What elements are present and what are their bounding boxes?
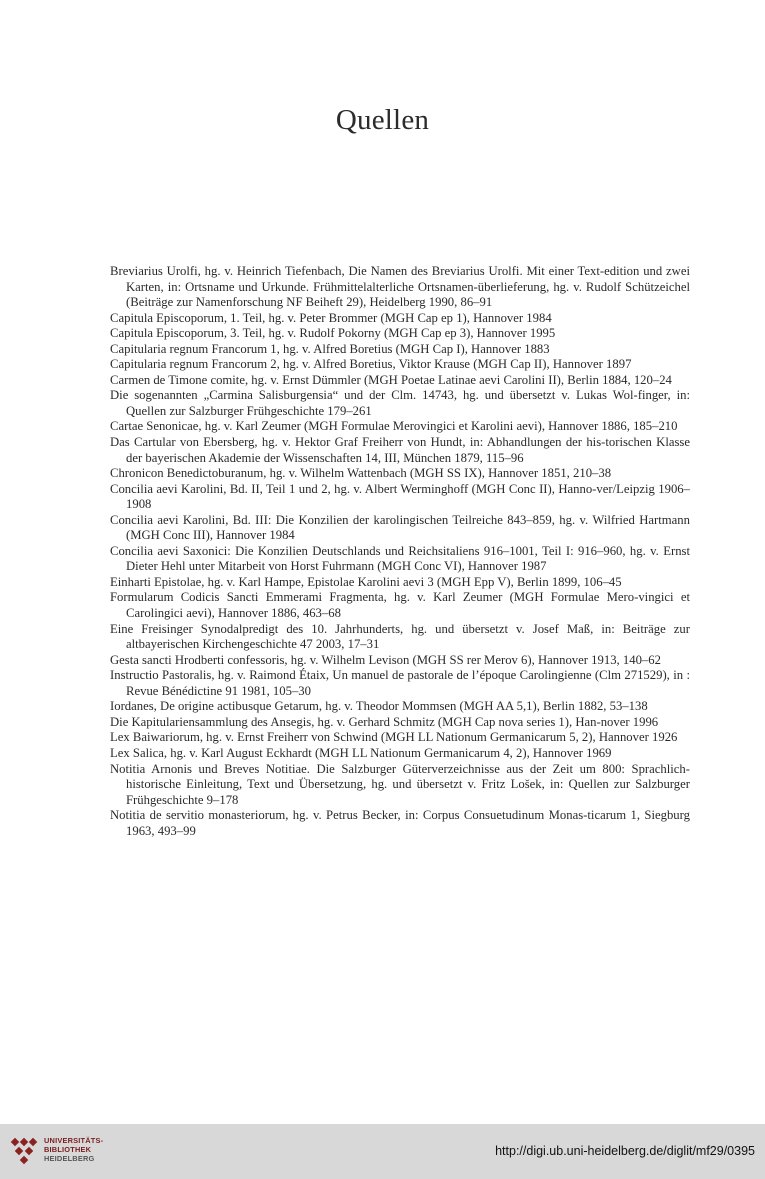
source-entry: Instructio Pastoralis, hg. v. Raimond Étaix, Un manuel de pastorale de l’époque Carolingienne (Clm 271529), in : Revue Bénédictine 91 1981, 105–30 bbox=[110, 668, 690, 698]
source-entry: Die Kapitulariensammlung des Ansegis, hg. v. Gerhard Schmitz (MGH Cap nova series 1), Han-nover 1996 bbox=[110, 714, 659, 729]
source-entry: Capitula Episcoporum, 1. Teil, hg. v. Peter Brommer (MGH Cap ep 1), Hannover 1984 bbox=[110, 310, 552, 325]
source-entry: Eine Freisinger Synodalpredigt des 10. Jahrhunderts, hg. und übersetzt v. Josef Maß, in: Beiträge zur altbayerischen Kirchengeschichte 47 2003, 17–31 bbox=[110, 621, 690, 652]
footer-bar bbox=[0, 1124, 765, 1179]
source-entry: Capitularia regnum Francorum 2, hg. v. Alfred Boretius, Viktor Krause (MGH Cap II), Hannover 1897 bbox=[110, 357, 632, 372]
page-title: Quellen bbox=[335, 104, 430, 136]
library-name bbox=[44, 1136, 103, 1163]
source-entry: Cartae Senonicae, hg. v. Karl Zeumer (MGH Formulae Merovingici et Karolini aevi), Hannover 1886, 185–210 bbox=[110, 419, 678, 434]
source-entry: Notitia de servitio monasteriorum, hg. v. Petrus Becker, in: Corpus Consuetudinum Monas-ticarum 1, Siegburg 1963, 493–99 bbox=[110, 808, 690, 838]
source-entry: Concilia aevi Karolini, Bd. II, Teil 1 und 2, hg. v. Albert Werminghoff (MGH Conc II), Hanno-ver/Leipzig 1906–1908 bbox=[110, 481, 690, 512]
source-entry: Lex Baiwariorum, hg. v. Ernst Freiherr von Schwind (MGH LL Nationum Germanicarum 5, 2), Hannover 1926 bbox=[110, 730, 678, 745]
permalink-url[interactable]: http://digi.ub.uni-heidelberg.de/diglit/mf29/0395 bbox=[495, 1144, 755, 1158]
logo-line-3: HEIDELBERG bbox=[44, 1154, 95, 1163]
library-crest-icon bbox=[8, 1135, 40, 1167]
source-entry: Gesta sancti Hrodberti confessoris, hg. v. Wilhelm Levison (MGH SS rer Merov 6), Hannover 1913, 140–62 bbox=[110, 652, 661, 667]
source-entry: Concilia aevi Saxonici: Die Konzilien Deutschlands und Reichsitaliens 916–1001, Teil I: 916–960, hg. v. Ernst Dieter Hehl unter Mitarbeit von Horst Fuhrmann (MGH Conc VI), Hannover 1987 bbox=[110, 543, 690, 574]
source-entry: Einharti Epistolae, hg. v. Karl Hampe, Epistolae Karolini aevi 3 (MGH Epp V), Berlin 1899, 106–45 bbox=[110, 574, 622, 589]
source-entry: Capitularia regnum Francorum 1, hg. v. Alfred Boretius (MGH Cap I), Hannover 1883 bbox=[110, 341, 550, 356]
logo-line-2: BIBLIOTHEK bbox=[44, 1145, 92, 1154]
source-entry: Die sogenannten „Carmina Salisburgensia“ und der Clm. 14743, hg. und übersetzt v. Lukas Wol-finger, in: Quellen zur Salzburger Frühgeschichte 179–261 bbox=[110, 388, 690, 418]
library-logo[interactable] bbox=[8, 1133, 118, 1171]
source-entry: Chronicon Benedictoburanum, hg. v. Wilhelm Wattenbach (MGH SS IX), Hannover 1851, 210–38 bbox=[110, 466, 612, 481]
source-entry: Lex Salica, hg. v. Karl August Eckhardt (MGH LL Nationum Germanicarum 4, 2), Hannover 1969 bbox=[110, 745, 612, 760]
source-entry: Notitia Arnonis und Breves Notitiae. Die Salzburger Güterverzeichnisse aus der Zeit um 800: Sprachlich-historische Einleitung, Text und Übersetzung, hg. und übersetzt v. Fritz Lošek, in: Quellen zur Salzburger Frühgeschichte 9–178 bbox=[110, 761, 690, 807]
source-entry: Das Cartular von Ebersberg, hg. v. Hektor Graf Freiherr von Hundt, in: Abhandlungen der his-torischen Klasse der bayerischen Akademie der Wissenschaften 14, III, München 1879, 115–96 bbox=[110, 435, 690, 465]
logo-line-1: UNIVERSITÄTS- bbox=[44, 1136, 104, 1145]
sources-list bbox=[110, 264, 690, 839]
source-entry: Formularum Codicis Sancti Emmerami Fragmenta, hg. v. Karl Zeumer (MGH Formulae Mero-vingici et Carolingici aevi), Hannover 1886, 463–68 bbox=[110, 590, 690, 621]
source-entry: Capitula Episcoporum, 3. Teil, hg. v. Rudolf Pokorny (MGH Cap ep 3), Hannover 1995 bbox=[110, 326, 556, 341]
source-entry: Breviarius Urolfi, hg. v. Heinrich Tiefenbach, Die Namen des Breviarius Urolfi. Mit einer Text-edition und zwei Karten, in: Ortsname und Urkunde. Frühmittelalterliche Ortsnamen-überlieferung, hg. v. Rudolf Schützeichel (Beiträge zur Namenforschung NF Beiheft 29), Heidelberg 1990, 86–91 bbox=[110, 264, 690, 310]
source-entry: Iordanes, De origine actibusque Getarum, hg. v. Theodor Mommsen (MGH AA 5,1), Berlin 1882, 53–138 bbox=[110, 699, 648, 714]
source-entry: Carmen de Timone comite, hg. v. Ernst Dümmler (MGH Poetae Latinae aevi Carolini II), Berlin 1884, 120–24 bbox=[110, 372, 672, 387]
source-entry: Concilia aevi Karolini, Bd. III: Die Konzilien der karolingischen Teilreiche 843–859, hg. v. Wilfried Hartmann (MGH Conc III), Hannover 1984 bbox=[110, 512, 690, 543]
